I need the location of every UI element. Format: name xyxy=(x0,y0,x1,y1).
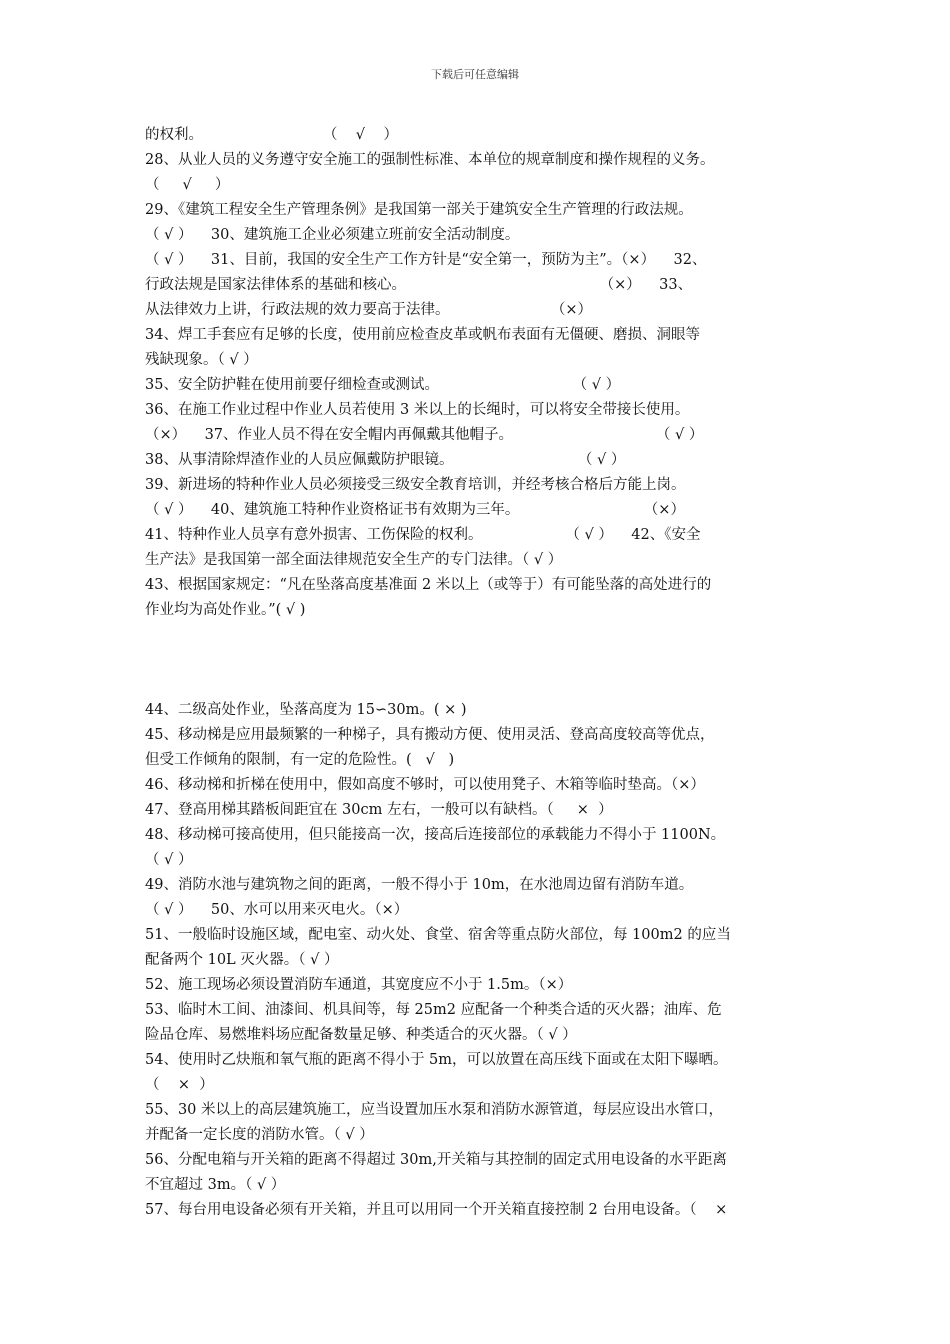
text-line: 48、移动梯可接高使用，但只能接高一次，接高后连接部位的承载能力不得小于 1100N。 xyxy=(145,827,726,843)
text-line: 54、使用时乙炔瓶和氧气瓶的距离不得小于 5m，可以放置在高压线下面或在太阳下曝晒。 xyxy=(145,1052,728,1068)
text-line: 28、从业人员的义务遵守安全施工的强制性标准、本单位的规章制度和操作规程的义务。 xyxy=(145,152,715,168)
text-line: 配备两个 10L 灭火器。（ √ ） xyxy=(145,952,339,968)
text-line: （ √ ） xyxy=(145,177,230,193)
text-line: 生产法》是我国第一部全面法律规范安全生产的专门法律。（ √ ） xyxy=(145,552,563,568)
text-line: （ √ ） 40、建筑施工特种作业资格证书有效期为三年。 （×） xyxy=(145,502,685,518)
text-line: 46、移动梯和折梯在使用中，假如高度不够时，可以使用凳子、木箱等临时垫高。（×） xyxy=(145,777,705,793)
text-line: 41、特种作业人员享有意外损害、工伤保险的权利。 （ √ ） 42、《安全 xyxy=(145,527,701,543)
text-line: 45、移动梯是应用最频繁的一种梯子，具有搬动方便、使用灵活、登高高度较高等优点， xyxy=(145,727,715,743)
text-line: 56、分配电箱与开关箱的距离不得超过 30m,开关箱与其控制的固定式用电设备的水平距离 xyxy=(145,1152,727,1168)
text-line: 险品仓库、易燃堆料场应配备数量足够、种类适合的灭火器。（ √ ） xyxy=(145,1027,577,1043)
text-line: 51、一般临时设施区域，配电室、动火处、食堂、宿舍等重点防火部位，每 100m2 的应当 xyxy=(145,927,731,943)
text-line: 38、从事清除焊渣作业的人员应佩戴防护眼镜。 （ √ ） xyxy=(145,452,626,468)
text-line: （ √ ） 31、目前，我国的安全生产工作方针是“安全第一，预防为主”。（×） 32、 xyxy=(145,252,707,268)
text-line: 从法律效力上讲，行政法规的效力要高于法律。 （×） xyxy=(145,302,593,318)
text-line: 47、登高用梯其踏板间距宜在 30cm 左右，一般可以有缺档。（ × ） xyxy=(145,802,613,818)
text-line: 39、新进场的特种作业人员必须接受三级安全教育培训，并经考核合格后方能上岗。 xyxy=(145,477,686,493)
text-line: 35、安全防护鞋在使用前要仔细检查或测试。 （ √ ） xyxy=(145,377,621,393)
text-line: 29、《建筑工程安全生产管理条例》是我国第一部关于建筑安全生产管理的行政法规。 xyxy=(145,202,693,218)
text-line: 44、二级高处作业，坠落高度为 15∽30m。( × ) xyxy=(145,702,467,718)
text-line: （ √ ） 50、水可以用来灭电火。（×） xyxy=(145,902,409,918)
text-line: 作业均为高处作业。”( √ ) xyxy=(145,602,306,618)
text-line: （ √ ） 30、建筑施工企业必须建立班前安全活动制度。 xyxy=(145,227,520,243)
text-line: （×） 37、作业人员不得在安全帽内再佩戴其他帽子。 （ √ ） xyxy=(145,427,704,443)
text-line: 的权利。 （ √ ） xyxy=(145,127,398,143)
text-line: 残缺现象。（ √ ） xyxy=(145,352,258,368)
text-line: 36、在施工作业过程中作业人员若使用 3 米以上的长绳时，可以将安全带接长使用。 xyxy=(145,402,690,418)
text-line: 但受工作倾角的限制，有一定的危险性。( √ ) xyxy=(145,752,455,768)
text-line: 49、消防水池与建筑物之间的距离，一般不得小于 10m，在水池周边留有消防车道。 xyxy=(145,877,694,893)
text-block-top xyxy=(145,123,811,623)
text-block-bottom xyxy=(145,698,811,1223)
text-line: 52、施工现场必须设置消防车通道，其宽度应不小于 1.5m。（×） xyxy=(145,977,573,993)
text-line: （ √ ） xyxy=(145,852,193,868)
text-line: 行政法规是国家法律体系的基础和核心。 （×） 33、 xyxy=(145,277,693,293)
page-header: 下载后可任意编辑 xyxy=(431,68,519,81)
text-line: （ × ） xyxy=(145,1077,214,1093)
text-line: 34、焊工手套应有足够的长度，使用前应检查皮革或帆布表面有无僵硬、磨损、洞眼等 xyxy=(145,327,700,343)
text-line: 55、30 米以上的高层建筑施工，应当设置加压水泵和消防水源管道，每层应设出水管口， xyxy=(145,1102,724,1118)
text-line: 43、根据国家规定：“凡在坠落高度基准面 2 米以上（或等于）有可能坠落的高处进行的 xyxy=(145,577,712,593)
text-line: 53、临时木工间、油漆间、机具间等，每 25m2 应配备一个种类合适的灭火器；油库、危 xyxy=(145,1002,722,1018)
text-line: 并配备一定长度的消防水管。（ √ ） xyxy=(145,1127,374,1143)
text-line: 不宜超过 3m。（ √ ） xyxy=(145,1177,286,1193)
text-line: 57、每台用电设备必须有开关箱，并且可以用同一个开关箱直接控制 2 台用电设备。（ × xyxy=(145,1202,728,1218)
